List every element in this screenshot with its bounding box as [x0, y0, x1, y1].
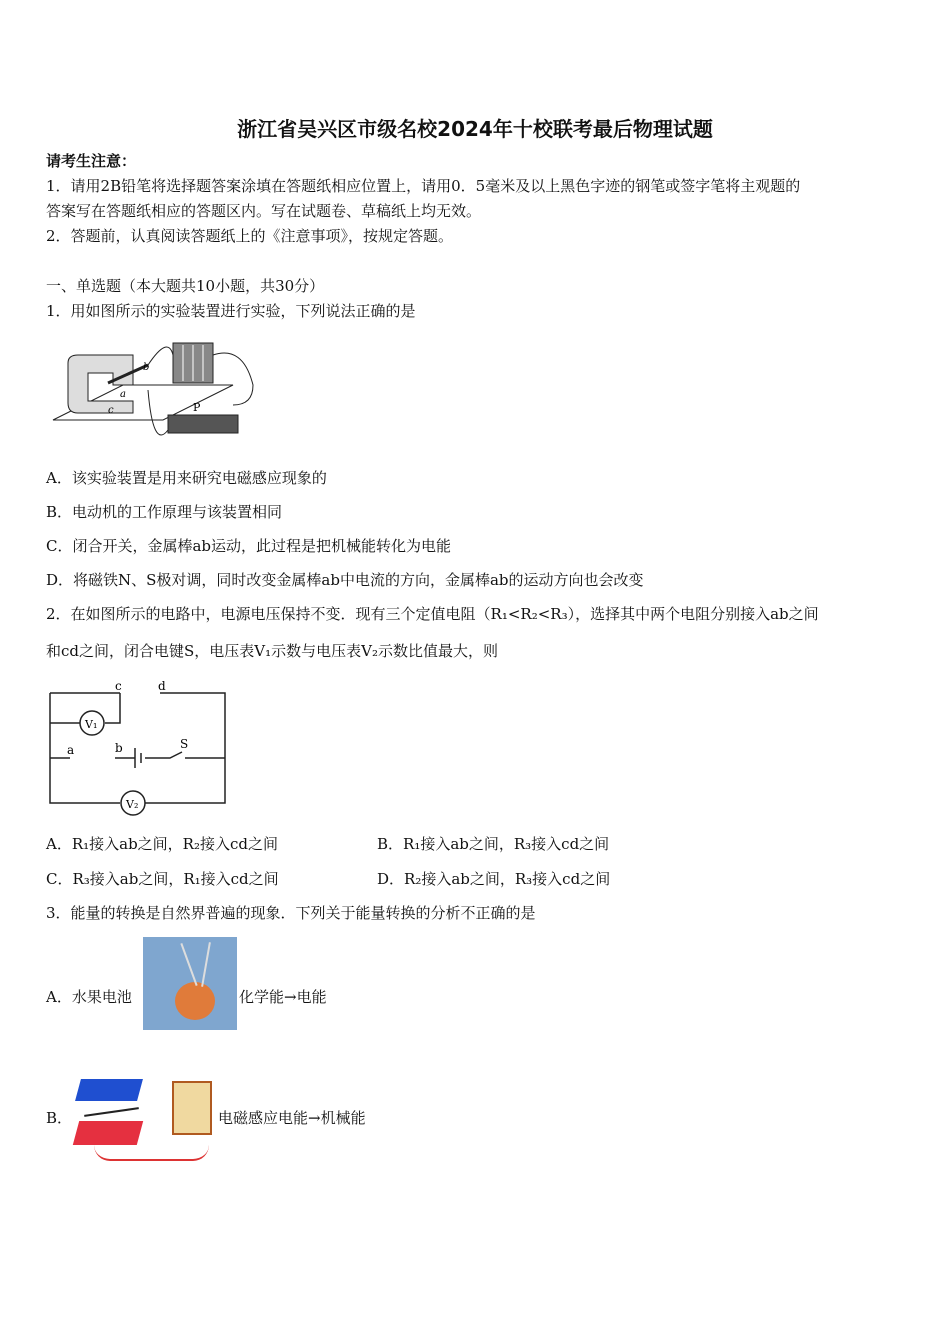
q1-apparatus-figure [48, 335, 268, 453]
label-p: P [193, 401, 201, 414]
option: B．电动机的工作原理与该装置相同 [46, 503, 283, 521]
option-b-text: 电磁感应电能→机械能 [218, 1109, 366, 1127]
question-stem: 1．用如图所示的实验装置进行实验，下列说法正确的是 [46, 302, 416, 320]
electromagnetic-induction-image [74, 1075, 214, 1163]
q2-circuit-figure [45, 678, 230, 818]
option-b-label: B． [46, 1109, 73, 1127]
option: C．R₃接入ab之间，R₁接入cd之间 [46, 870, 279, 888]
option: C．闭合开关，金属棒ab运动，此过程是把机械能转化为电能 [46, 537, 452, 555]
page-title: 浙江省吴兴区市级名校2024年十校联考最后物理试题 [237, 117, 713, 141]
option: A．R₁接入ab之间，R₂接入cd之间 [46, 835, 278, 853]
question-stem: 3．能量的转换是自然界普遍的现象．下列关于能量转换的分析不正确的是 [46, 904, 536, 922]
notice-line: 1．请用2B铅笔将选择题答案涂填在答题纸相应位置上，请用0．5毫米及以上黑色字迹的钢笔或签字笔将主观题的 [46, 177, 801, 195]
label-b: b [115, 741, 123, 755]
option-a-label: A．水果电池 [46, 988, 132, 1006]
label-c: c [115, 679, 122, 693]
section-heading: 一、单选题（本大题共10小题，共30分） [46, 277, 325, 295]
question-stem: 2．在如图所示的电路中，电源电压保持不变．现有三个定值电阻（R₁<R₂<R₃），选择其中两个电阻分别接入ab之间 [46, 605, 819, 623]
label-a: a [67, 743, 75, 757]
fruit-battery-image [143, 937, 237, 1030]
notice-line: 答案写在答题纸相应的答题区内。写在试题卷、草稿纸上均无效。 [46, 202, 482, 220]
label-d: d [158, 679, 166, 693]
v2-label: V₂ [126, 798, 139, 811]
notice-line: 2．答题前，认真阅读答题纸上的《注意事项》，按规定答题。 [46, 227, 454, 245]
label-c: c [108, 405, 114, 416]
option: B．R₁接入ab之间，R₃接入cd之间 [377, 835, 610, 853]
label-a: a [120, 389, 126, 400]
question-stem: 和cd之间，闭合电键S，电压表V₁示数与电压表V₂示数比值最大，则 [46, 642, 498, 660]
option-a-text: 化学能→电能 [239, 988, 327, 1006]
label-s: S [180, 737, 189, 751]
notice-heading: 请考生注意： [46, 152, 137, 170]
option: D．将磁铁N、S极对调，同时改变金属棒ab中电流的方向，金属棒ab的运动方向也会改变 [46, 571, 644, 589]
option: D．R₂接入ab之间，R₃接入cd之间 [377, 870, 611, 888]
label-b: b [143, 362, 150, 373]
option: A．该实验装置是用来研究电磁感应现象的 [46, 469, 327, 487]
v1-label: V₁ [85, 718, 98, 731]
